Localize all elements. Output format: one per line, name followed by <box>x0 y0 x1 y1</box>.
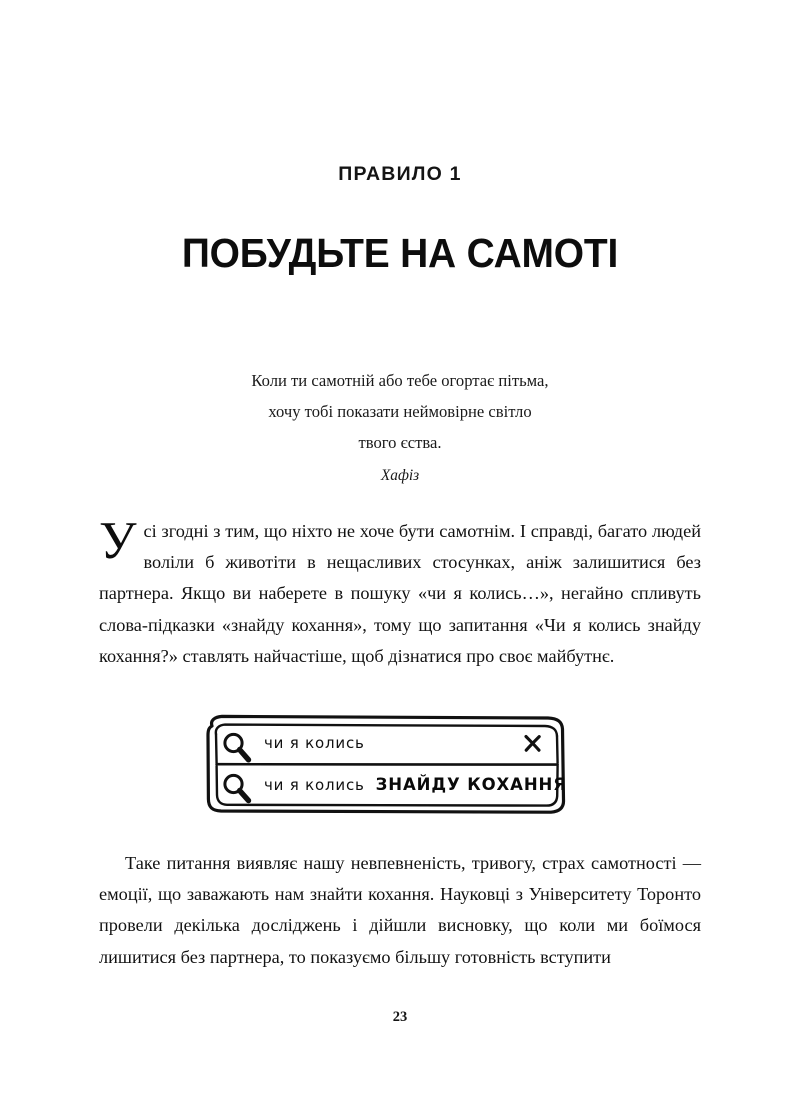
body-paragraph-two <box>99 848 701 973</box>
paragraph-one-text: сі згодні з тим, що ніхто не хоче бути самотнім. І справді, багато людей воліли б животіти в нещасливих стосунках, аніж залишитися без партнера. Якщо ви наберете в пошуку «чи я колись…», негайно спливуть слова-підказки «знайду кохання», тому що запитання «Чи я колись знайду кохання?» ставлять найчастіше, щоб дізнатися про своє майбутнє. <box>99 521 701 666</box>
search-query-text: чи я колись <box>264 734 365 752</box>
page-title: ПОБУДЬТЕ НА САМОТІ <box>181 230 619 276</box>
epigraph-line: хочу тобі показати неймовірне світло <box>268 402 532 421</box>
page-number: 23 <box>392 1009 408 1025</box>
epigraph-line: Коли ти самотній або тебе огортає пітьма, <box>251 371 549 390</box>
body-paragraph-one <box>99 512 701 672</box>
epigraph-author: Хафіз <box>380 467 420 484</box>
magnifier-icon <box>225 775 249 800</box>
paragraph-two-text: Таке питання виявляє нашу невпевненість, тривогу, страх самотності — емоції, що заважають нам знайти кохання. Науковці з Університету Торонто провели декілька досліджень і дійшли висновку, що коли ми боїмося лишитися без партнера, то показуємо більшу готовність вступити <box>99 853 701 967</box>
close-x-icon[interactable] <box>526 737 539 751</box>
drop-cap: У <box>99 512 137 570</box>
search-suggestion-normal: чи я колись <box>264 776 365 794</box>
magnifier-icon <box>225 734 249 759</box>
search-box-illustration <box>196 712 576 822</box>
epigraph-line: твого єства. <box>358 433 442 452</box>
search-suggestion-text <box>264 775 567 794</box>
epigraph <box>160 365 640 485</box>
chapter-eyebrow: ПРАВИЛО 1 <box>338 163 462 185</box>
search-suggestion-bold: ЗНАЙДУ КОХАННЯ <box>375 775 567 794</box>
